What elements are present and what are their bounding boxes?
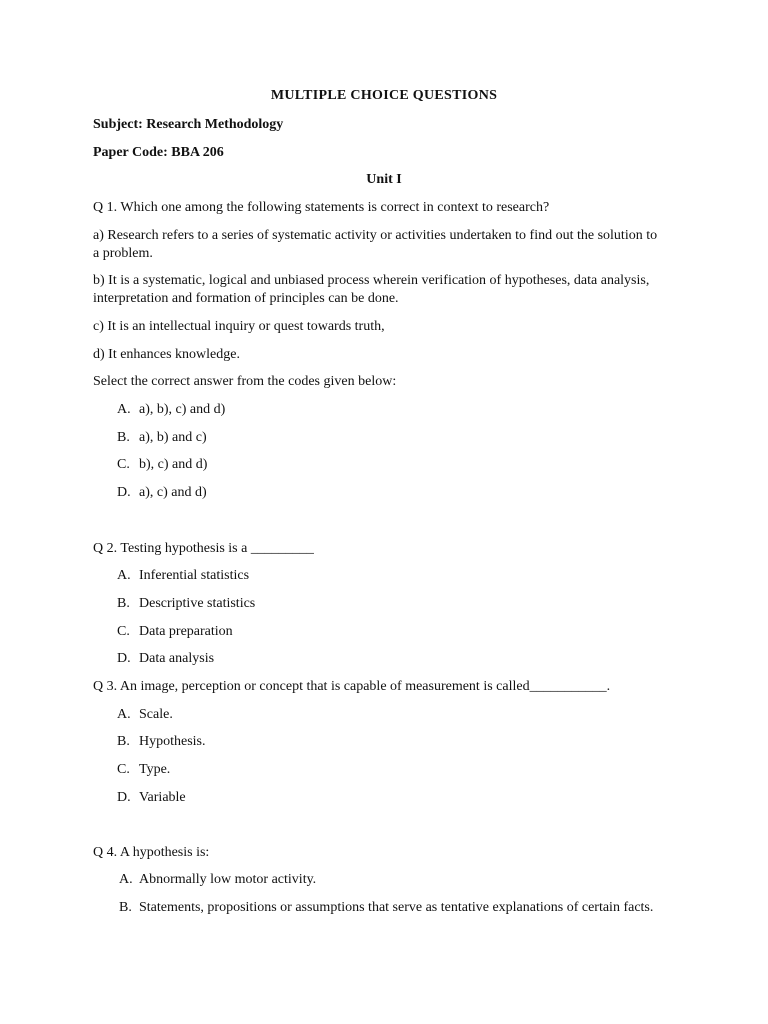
option-text: Inferential statistics: [139, 568, 250, 583]
option-c: [117, 761, 170, 779]
option-letter: A.: [119, 872, 133, 887]
option-text: a), c) and d): [139, 485, 207, 500]
option-letter: A.: [117, 707, 131, 722]
question-1: [93, 199, 549, 217]
subject-label: Subject: [93, 117, 139, 132]
option-letter: D.: [117, 790, 131, 805]
unit-heading: Unit I: [366, 172, 402, 187]
option-a: [117, 567, 249, 585]
option-text: a), b) and c): [139, 430, 207, 445]
option-text: Descriptive statistics: [139, 596, 256, 611]
option-letter: B.: [117, 430, 130, 445]
option-b: [117, 595, 255, 613]
option-letter: C.: [117, 624, 130, 639]
option-d: [117, 789, 186, 807]
question-number: Q 1.: [93, 200, 118, 215]
option-letter: B.: [119, 900, 132, 915]
option-letter: D.: [117, 485, 131, 500]
option-letter: A.: [117, 402, 131, 417]
option-d: [117, 650, 214, 668]
option-letter: B.: [117, 734, 130, 749]
question-text: Testing hypothesis is a _________: [120, 541, 314, 556]
answer-instruction: Select the correct answer from the codes given below:: [93, 374, 397, 389]
option-b: [117, 429, 207, 447]
statement-d: d) It enhances knowledge.: [93, 347, 240, 362]
option-text: Scale.: [139, 707, 173, 722]
option-letter: B.: [117, 596, 130, 611]
question-text: An image, perception or concept that is capable of measurement is called___________.: [119, 679, 611, 694]
option-text: b), c) and d): [139, 457, 208, 472]
option-text: Variable: [139, 790, 186, 805]
option-a: [119, 871, 316, 889]
option-letter: C.: [117, 457, 130, 472]
option-text: Data preparation: [139, 624, 233, 639]
subject-line: [93, 116, 283, 134]
option-d: [117, 484, 207, 502]
paper-code: Paper Code: BBA 206: [93, 145, 224, 160]
document-title: MULTIPLE CHOICE QUESTIONS: [270, 88, 498, 103]
question-2: [93, 540, 314, 558]
statement-b: b) It is a systematic, logical and unbiased process wherein verification of hypotheses, data analysis, interpretation and formation of principles can be done.: [93, 273, 650, 306]
option-letter: A.: [117, 568, 131, 583]
subject-value: : Research Methodology: [138, 117, 284, 132]
option-text: a), b), c) and d): [139, 402, 226, 417]
option-a: [117, 706, 173, 724]
option-b: [119, 899, 679, 917]
option-text: Abnormally low motor activity.: [139, 872, 317, 887]
option-letter: D.: [117, 651, 131, 666]
question-text: A hypothesis is:: [119, 845, 210, 860]
option-text: Data analysis: [139, 651, 215, 666]
statement-a: a) Research refers to a series of systematic activity or activities undertaken to find out the solution to a problem.: [93, 228, 658, 261]
option-letter: C.: [117, 762, 130, 777]
question-number: Q 3.: [93, 679, 118, 694]
option-text: Statements, propositions or assumptions that serve as tentative explanations of certain facts.: [139, 900, 654, 915]
question-4: [93, 844, 209, 862]
option-a: [117, 401, 225, 419]
question-3: [93, 678, 610, 696]
option-text: Hypothesis.: [139, 734, 206, 749]
option-b: [117, 733, 206, 751]
option-text: Type.: [139, 762, 171, 777]
question-number: Q 2.: [93, 541, 118, 556]
question-number: Q 4.: [93, 845, 118, 860]
option-c: [117, 456, 207, 474]
statement-c: c) It is an intellectual inquiry or quest towards truth,: [93, 319, 385, 334]
option-c: [117, 623, 233, 641]
question-text: Which one among the following statements is correct in context to research?: [120, 200, 550, 215]
